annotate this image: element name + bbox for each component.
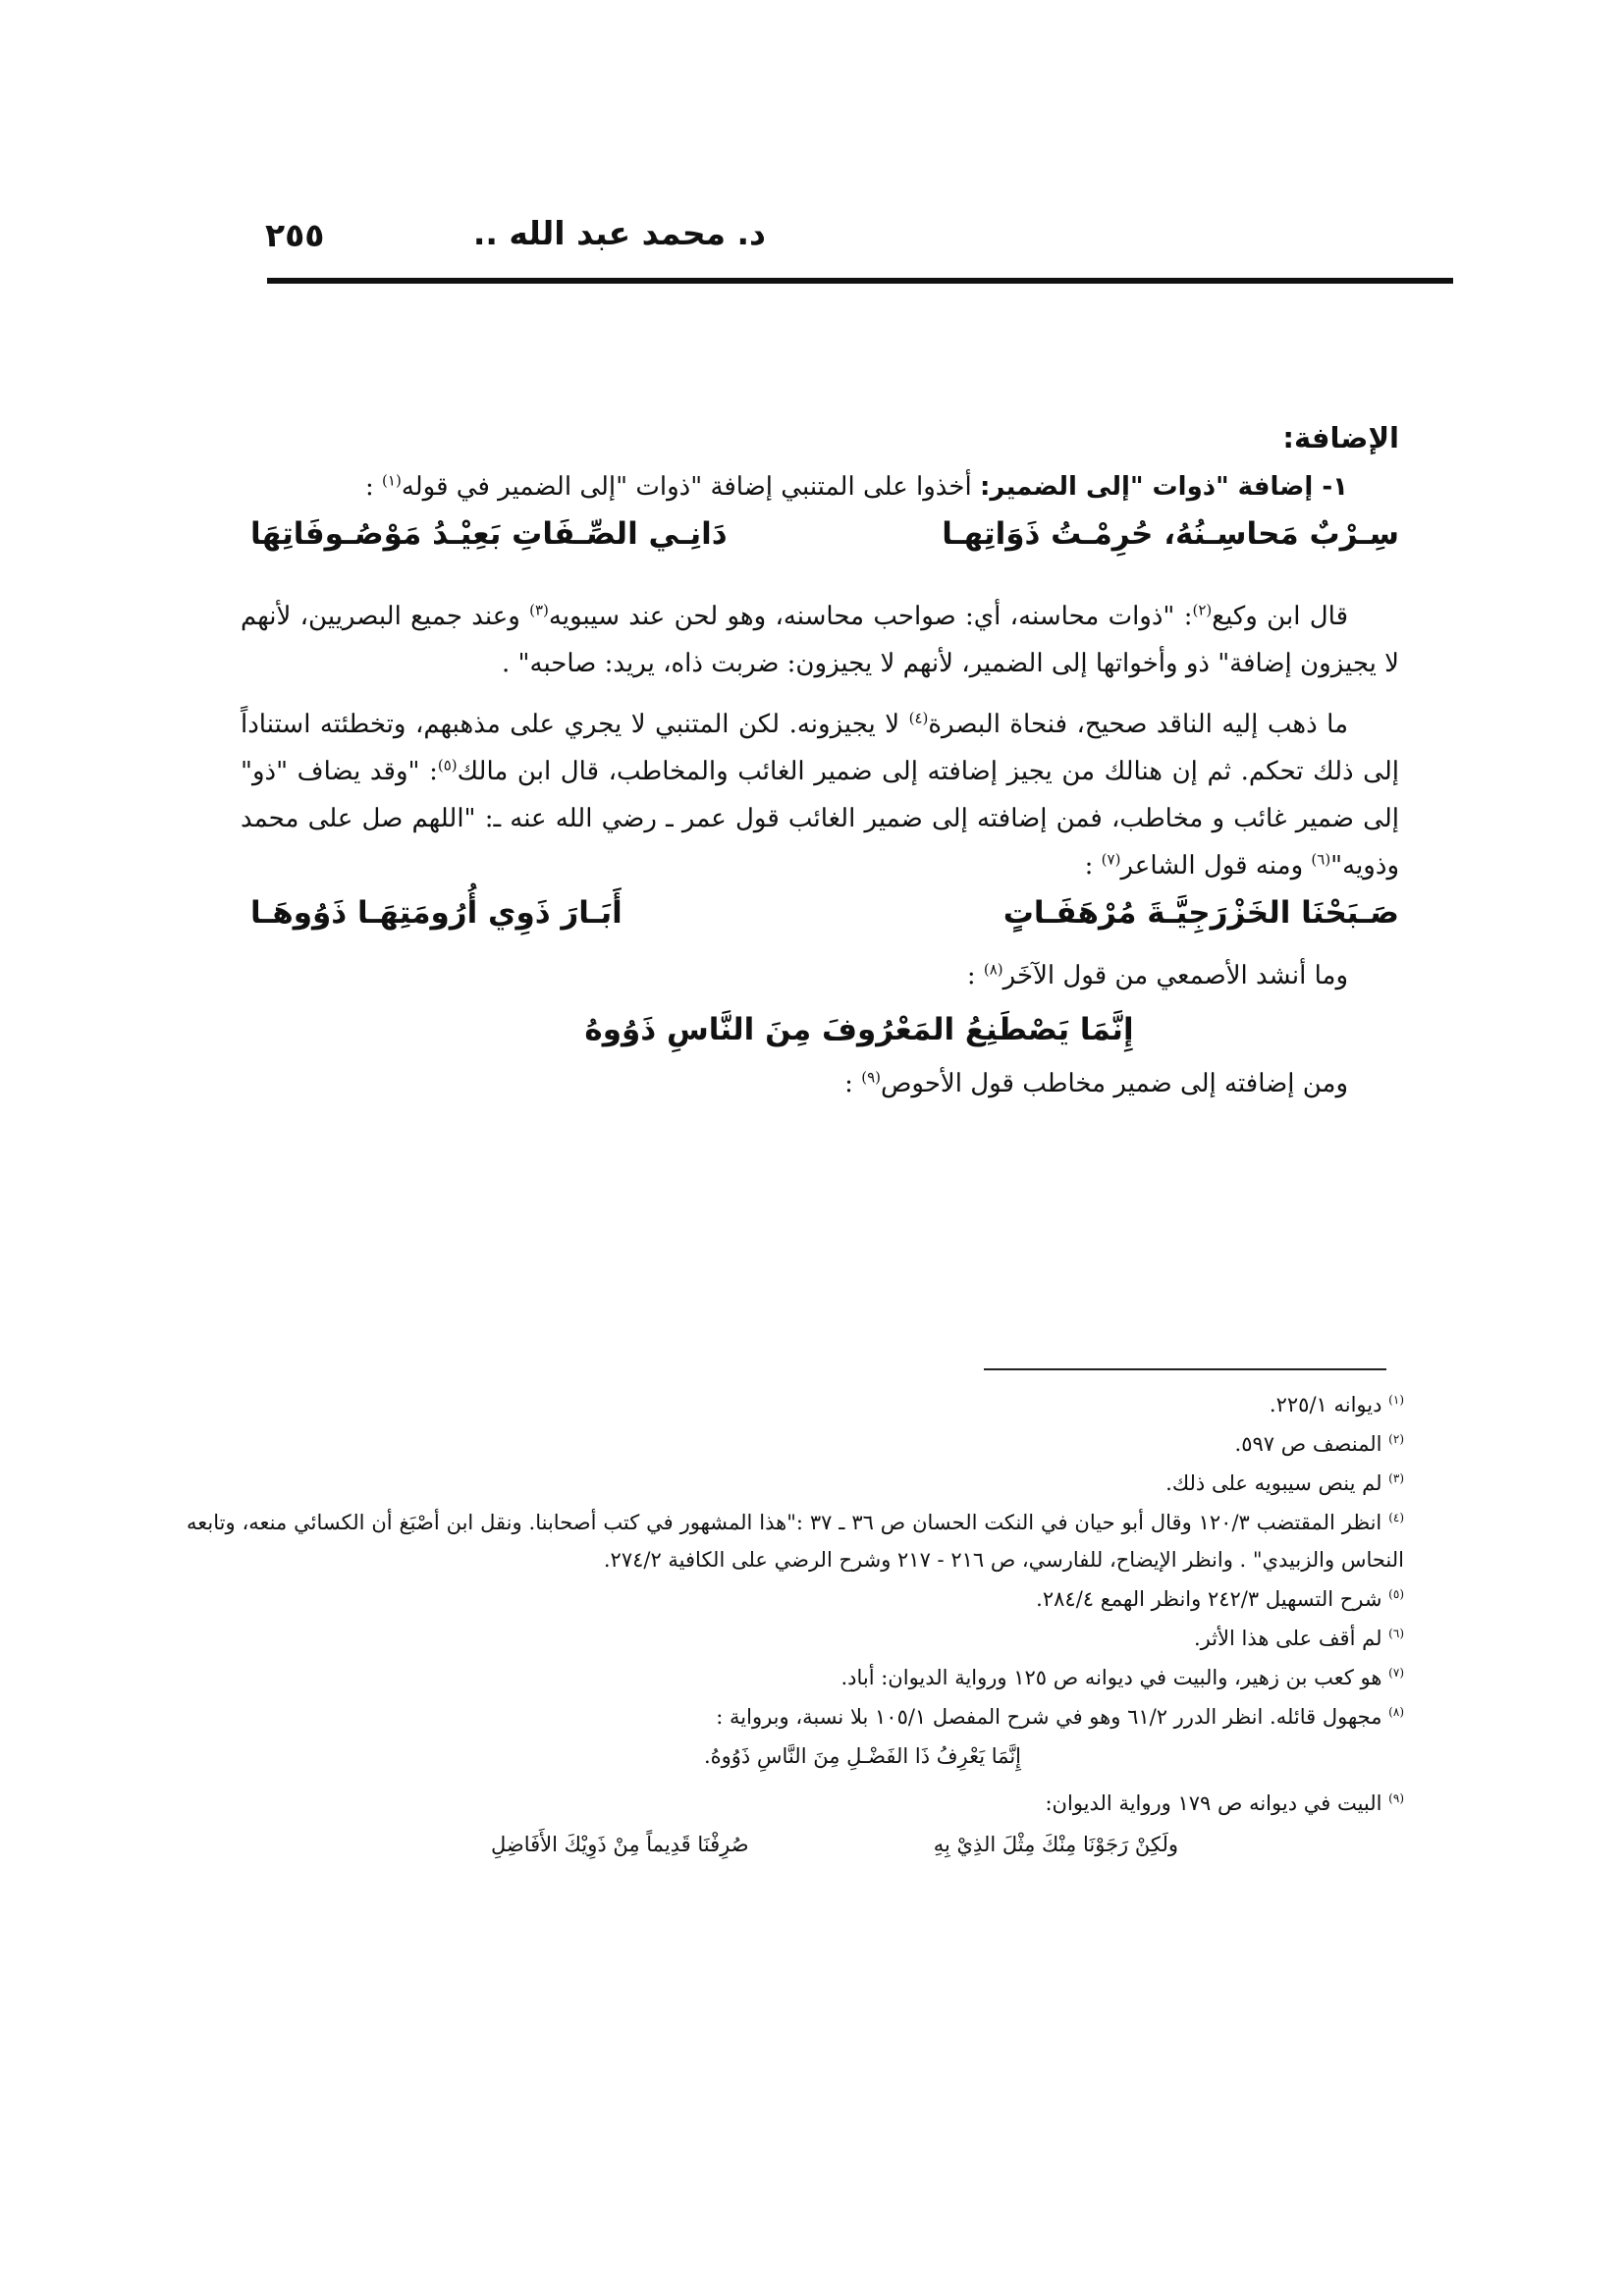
footnote-number: (١) [1388, 1393, 1404, 1407]
para2-text-d: ومنه قول الشاعر [1120, 851, 1312, 881]
footnote-1 [187, 1386, 1404, 1423]
para1-text-a: قال ابن وكيع [1212, 602, 1348, 631]
line4-tail: : [844, 1069, 862, 1098]
footnote-3 [187, 1465, 1404, 1502]
footnote-4 [187, 1504, 1404, 1578]
footnote-7 [187, 1659, 1404, 1696]
footnote-ref-2[interactable]: (٢) [1192, 601, 1213, 619]
verse-2-second-hemistich: أَبَـارَ ذَوِي أُرُومَتِهَـا ذَوُوهَـا [250, 895, 623, 931]
footnote-9-verse [187, 1822, 1404, 1865]
footnote-ref-1[interactable]: (١) [382, 471, 402, 490]
footnote-9 [187, 1785, 1404, 1822]
line3-tail: : [966, 961, 984, 990]
item-1-text: أخذوا على المتنبي إضافة "ذوات "إلى الضمير في قوله [401, 472, 972, 502]
footnote-ref-8[interactable]: (٨) [983, 960, 1003, 979]
footnote-text: مجهول قائله. انظر الدرر ٦١/٢ وهو في شرح المفصل ١٠٥/١ بلا نسبة، وبرواية : [716, 1705, 1382, 1729]
para2-text-e: : [1084, 851, 1102, 881]
footnote-text: انظر المقتضب ١٢٠/٣ وقال أبو حيان في النكت الحسان ص ٣٦ ـ ٣٧ :"هذا المشهور في كتب أصحابنا. ونقل ابن أصْبَغ أن الكسائي منعه، وتابعه النحاس والزبيدي" . وانظر الإيضاح، للفارسي، ص ٢١٦ - ٢١٧ وشرح الرضي على الكافية ٢٧٤/٢. [187, 1511, 1404, 1572]
verse-3: إِنَّمَا يَصْطَنِعُ المَعْرُوفَ مِنَ النَّاسِ ذَوُوهُ [584, 1012, 1134, 1047]
footnote-text: لم ينص سيبويه على ذلك. [1165, 1471, 1382, 1495]
footnote-ref-3[interactable]: (٣) [529, 601, 549, 619]
footnote-2 [187, 1425, 1404, 1463]
footnotes [187, 1386, 1404, 1865]
footnote-text: هو كعب بن زهير، والبيت في ديوانه ص ١٢٥ ورواية الديوان: أباد. [840, 1666, 1382, 1689]
footnote-ref-4[interactable]: (٤) [908, 709, 929, 727]
footnote-5 [187, 1580, 1404, 1618]
verse-1-second-hemistich: دَانِـي الصِّـفَاتِ بَعِيْـدُ مَوْصُـوفَاتِهَا [250, 516, 728, 552]
footnote-text: لم أقف على هذا الأثر. [1193, 1627, 1382, 1650]
running-header [265, 214, 1453, 273]
footnote-text: المنصف ص ٥٩٧. [1234, 1432, 1382, 1456]
verse-1 [241, 510, 1399, 573]
footnote-6 [187, 1620, 1404, 1657]
para2-text-b: لا يجيزونه. لكن المتنبي لا يجري على مذهبهم، وتخطئته استناداً إلى ذلك تحكم. ثم إن هنالك من يجيز إضافته إلى ضمير الغائب والمخاطب، قال ابن مالك [241, 710, 1400, 786]
footnote-ref-6[interactable]: (٦) [1311, 850, 1331, 869]
footnote-9-verse-first: ولَكِنْ رَجَوْنَا مِنْكَ مِثْلَ الذِيْ بِهِ [933, 1833, 1178, 1856]
line3-text: وما أنشد الأصمعي من قول الآخَر [1002, 961, 1348, 990]
footnote-separator [984, 1368, 1386, 1370]
footnote-number: (٤) [1388, 1511, 1405, 1524]
footnote-number: (٧) [1388, 1666, 1404, 1680]
verse-2 [241, 889, 1399, 952]
footnote-8 [187, 1698, 1404, 1735]
paragraph-ibn-wakee [241, 593, 1399, 687]
header-author: د. محمد عبد الله .. [472, 214, 766, 252]
header-rule [267, 278, 1453, 284]
item-1-tail: : [365, 472, 383, 502]
verse-1-first-hemistich: سِـرْبٌ مَحاسِـنُهُ، حُرِمْـتُ ذَوَاتِهـا [942, 516, 1399, 552]
line-asmai [241, 952, 1399, 999]
footnote-text: البيت في ديوانه ص ١٧٩ ورواية الديوان: [1045, 1791, 1382, 1815]
page-number: ٢٥٥ [265, 216, 325, 254]
footnote-text: شرح التسهيل ٢٤٢/٣ وانظر الهمع ٢٨٤/٤. [1036, 1587, 1382, 1611]
footnote-ref-7[interactable]: (٧) [1101, 850, 1121, 869]
footnote-number: (٣) [1388, 1471, 1404, 1485]
para2-text-c: : "وقد يضاف "ذو" إلى ضمير غائب و مخاطب، فمن إضافته إلى ضمير الغائب قول عمر ـ رضي الله عنه ـ: "اللهم صل على محمد وذويه" [241, 757, 1399, 881]
paragraph-critique [241, 701, 1399, 889]
line-ahwas [241, 1060, 1399, 1107]
item-1-title: ١- إضافة "ذوات "إلى الضمير: [980, 472, 1348, 502]
line4-text: ومن إضافته إلى ضمير مخاطب قول الأحوص [880, 1069, 1348, 1098]
main-text [241, 412, 1399, 1107]
footnote-ref-5[interactable]: (٥) [437, 756, 458, 774]
item-1-paragraph [241, 463, 1399, 510]
para1-text-b: : "ذوات محاسنه، أي: صواحب محاسنه، وهو لحن عند سيبويه [548, 602, 1193, 631]
section-title: الإضافة: [1282, 421, 1399, 454]
footnote-number: (٦) [1388, 1627, 1404, 1640]
footnote-9-verse-second: صُرِفْنَا قَدِيماً مِنْ ذَوِيْكَ الأَفَاضِلِ [491, 1833, 749, 1856]
footnote-number: (٢) [1388, 1432, 1404, 1446]
footnote-number: (٨) [1388, 1705, 1404, 1719]
para2-text-a: ما ذهب إليه الناقد صحيح، فنحاة البصرة [928, 710, 1348, 739]
footnote-text: ديوانه ٢٢٥/١. [1269, 1393, 1382, 1416]
footnote-ref-9[interactable]: (٩) [861, 1068, 881, 1087]
footnote-number: (٩) [1388, 1791, 1404, 1805]
footnote-number: (٥) [1388, 1587, 1404, 1601]
para1-text-c: وعند جميع البصريين، لأنهم لا يجيزون إضافة" ذو وأخواتها إلى الضمير، لأنهم لا يجيزون: ضربت ذاه، يريد: صاحبه" . [241, 602, 1399, 678]
footnote-8-verse: إِنَّمَا يَعْرِفُ ذَا الفَضْـلِ مِنَ النَّاسِ ذَوُوهُ. [703, 1744, 1021, 1768]
verse-2-first-hemistich: صَـبَحْنَا الخَزْرَجِيَّـةَ مُرْهَفَـاتٍ [1002, 895, 1399, 931]
